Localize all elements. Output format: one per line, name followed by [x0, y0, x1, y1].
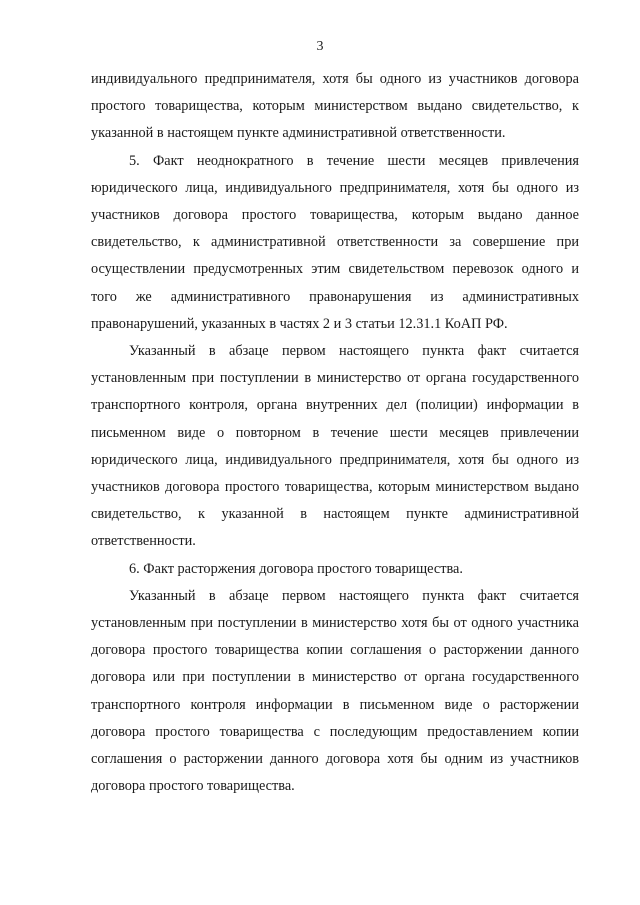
- document-body: [91, 66, 579, 800]
- paragraph-item-5-condition: Указанный в абзаце первом настоящего пункта факт считается установленным при поступлении в министерство от органа государственного транспортного контроля, органа внутренних дел (полиции) информации в письменном виде о повторном в течение шести месяцев привлечении юридического лица, индивидуального предпринимателя, хотя бы одного из участников договора простого товарищества, которым министерством выдано свидетельство, к указанной в настоящем пункте административной ответственности.: [91, 343, 579, 550]
- page-number: 3: [316, 39, 324, 54]
- paragraph-item-6: 6. Факт расторжения договора простого товарищества.: [129, 560, 463, 577]
- paragraph-continuation: индивидуального предпринимателя, хотя бы одного из участников договора простого товарищества, которым министерством выдано свидетельство, к указанной в настоящем пункте административной ответственности.: [91, 71, 579, 142]
- paragraph-item-6-condition: Указанный в абзаце первом настоящего пункта факт считается установленным при поступлении в министерство хотя бы от одного участника договора простого товарищества копии соглашения о расторжении данного договора или при поступлении в министерство от органа государственного транспортного контроля информации в письменном виде о расторжении договора простого товарищества с последующим предоставлением копии соглашения о расторжении данного договора хотя бы одним из участников договора простого товарищества.: [91, 587, 579, 795]
- paragraph-item-5: 5. Факт неоднократного в течение шести месяцев привлечения юридического лица, индивидуального предпринимателя, хотя бы одного из участников договора простого товарищества, которым выдано данное свидетельство, к административной ответственности за совершение при осуществлении предусмотренных этим свидетельством перевозок одного и того же административного правонарушения из административных правонарушений, указанных в частях 2 и 3 статьи 12.31.1 КоАП РФ.: [91, 152, 579, 332]
